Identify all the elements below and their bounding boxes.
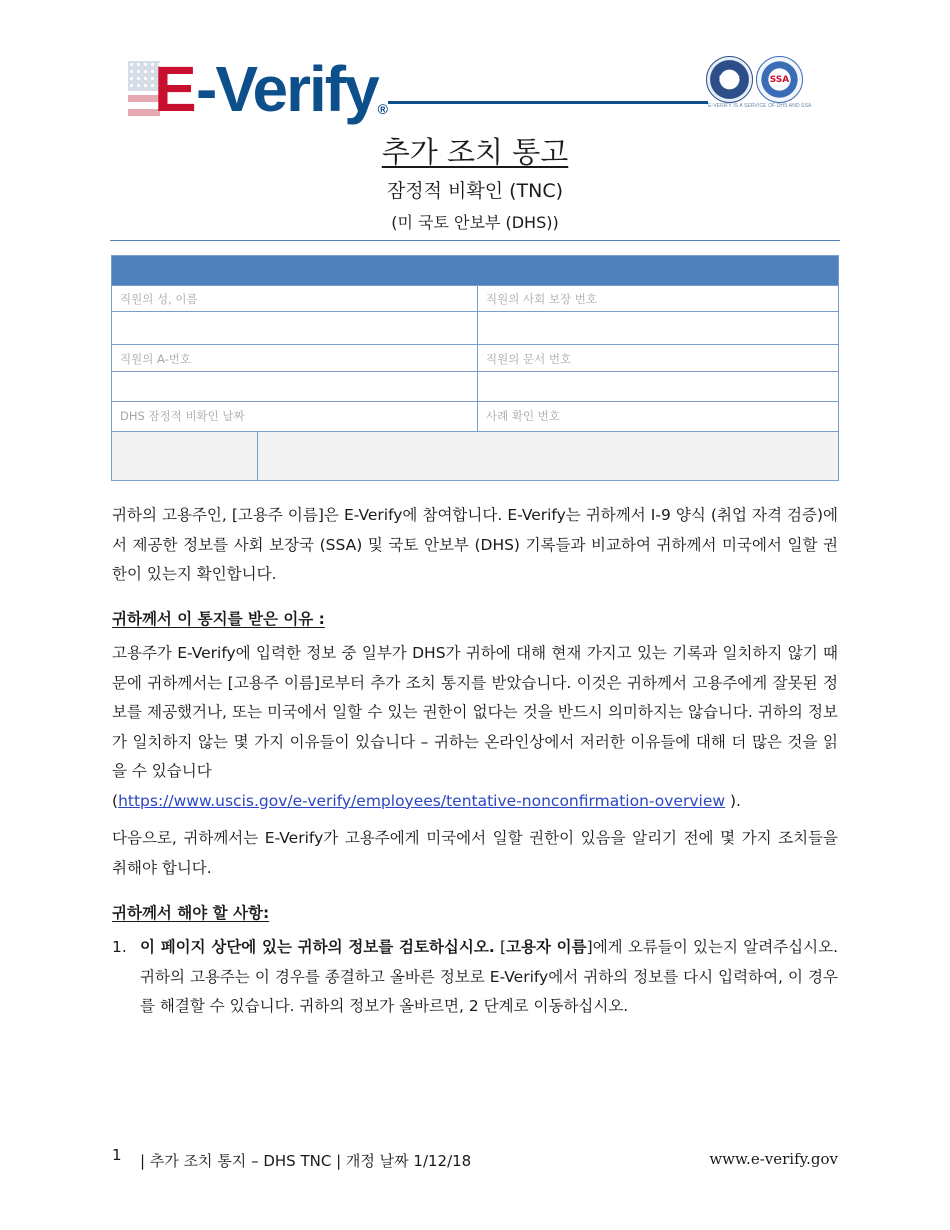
tnc-overview-link[interactable]: https://www.uscis.gov/e-verify/employees/tentative-nonconfirmation-overview xyxy=(118,791,726,810)
next-paragraph: 다음으로, 귀하께서는 E-Verify가 고용주에게 미국에서 일할 권한이 있음을 알리기 전에 몇 가지 조치들을 취해야 합니다. xyxy=(112,829,838,877)
agency-subtitle: (미 국토 안보부 (DHS)) xyxy=(391,213,559,232)
case-number-label: 사례 확인 번호 xyxy=(486,409,560,423)
why-heading: 귀하께서 이 통지를 받은 이유 : xyxy=(112,610,325,628)
intro-paragraph: 귀하의 고용주인, [고용주 이름]은 E-Verify에 참여합니다. E-Verify는 귀하께서 I-9 양식 (취업 자격 검증)에서 제공한 정보를 사회 보장국 (SSA) 및 국토 안보부 (DHS) 기록들과 비교하여 귀하께서 미국에서 일할 권한이 있는지 확인합니다. xyxy=(112,506,838,583)
employee-document-label: 직원의 문서 번호 xyxy=(486,352,572,366)
todo-heading: 귀하께서 해야 할 사항: xyxy=(112,904,270,922)
employee-anumber-label: 직원의 A-번호 xyxy=(120,352,191,366)
step-1-number: 1. xyxy=(112,938,127,956)
logo-verify: -Verify® xyxy=(196,53,386,125)
footer-left: | 추가 조치 통지 – DHS TNC | 개정 날짜 1/12/18 xyxy=(140,1152,472,1170)
page-subtitle: 잠정적 비확인 (TNC) xyxy=(386,180,564,202)
employee-ssn-label: 직원의 사회 보장 번호 xyxy=(486,292,597,306)
employee-ssn-field[interactable] xyxy=(478,312,838,344)
employee-name-label: 직원의 성, 이름 xyxy=(120,292,198,306)
employee-document-field[interactable] xyxy=(478,372,838,401)
employee-info-table xyxy=(111,255,839,481)
logo-e: E xyxy=(154,53,195,125)
logo-underline xyxy=(388,101,708,104)
case-number-field[interactable] xyxy=(258,432,838,480)
footer-website: www.e-verify.gov xyxy=(709,1150,838,1168)
ssa-seal-icon: SSA xyxy=(756,56,803,103)
tnc-date-label: DHS 잠정적 비확인 날짜 xyxy=(120,409,245,423)
table-header-bar xyxy=(112,256,838,285)
page-number: 1 xyxy=(112,1146,122,1164)
tnc-date-field[interactable] xyxy=(112,432,257,480)
title-divider xyxy=(110,240,840,241)
page-title: 추가 조치 통고 xyxy=(381,135,569,169)
employee-name-field[interactable] xyxy=(112,312,478,344)
dhs-seal-icon: DHS xyxy=(706,56,753,103)
employee-anumber-field[interactable] xyxy=(112,372,478,401)
why-paragraph: 고용주가 E-Verify에 입력한 정보 중 일부가 DHS가 귀하에 대해 현재 가지고 있는 기록과 일치하지 않기 때문에 귀하께서는 [고용주 이름]로부터 추가 조치 통지를 받았습니다. 이것은 귀하께서 고용주에게 잘못된 정보를 제공했거나, 또는 미국에서 일할 수 있는 권한이 없다는 것을 반드시 의미하지는 않습니다. 귀하의 정보가 일치하지 않는 몇 가지 이유들이 있습니다 – 귀하는 온라인상에서 저러한 이유들에 대해 더 많은 것을 읽을 수 있습니다 (https://www.uscis.gov/e-verify/employees/tentative-nonconfirmation-overview ). xyxy=(112,644,838,810)
step-1-text: 이 페이지 상단에 있는 귀하의 정보를 검토하십시오. [고용자 이름]에게 오류들이 있는지 알려주십시오. 귀하의 고용주는 이 경우를 종결하고 올바른 정보로 E-Verify에서 귀하의 정보를 다시 입력하여, 이 경우를 해결할 수 있습니다. 귀하의 정보가 올바르면, 2 단계로 이동하십시오. xyxy=(140,938,838,1015)
seal-caption: E-VERIFY IS A SERVICE OF DHS AND SSA xyxy=(708,103,812,109)
e-verify-logo xyxy=(128,55,390,123)
